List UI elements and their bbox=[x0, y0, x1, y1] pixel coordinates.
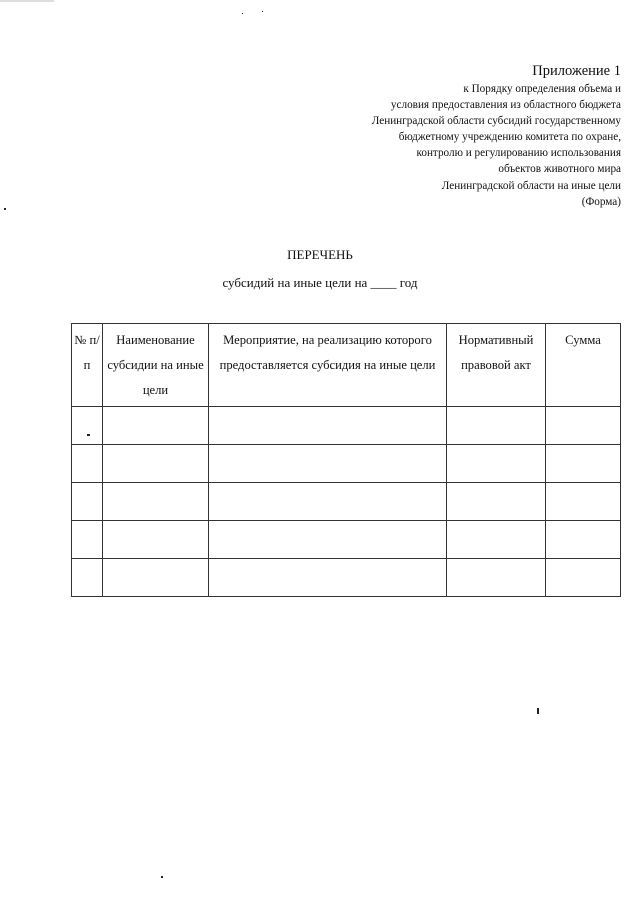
col-header-subsidy-name: Наименование субсидии на иные цели bbox=[103, 324, 209, 407]
appendix-form-label: (Форма) bbox=[581, 195, 621, 208]
appendix-line: контролю и регулированию использования bbox=[416, 147, 621, 160]
table-cell bbox=[546, 521, 621, 559]
appendix-line: объектов животного мира bbox=[498, 163, 621, 176]
table-row bbox=[72, 483, 621, 521]
table-row bbox=[72, 407, 621, 445]
table-cell bbox=[209, 521, 447, 559]
col-header-legal-act: Нормативный правовой акт bbox=[447, 324, 546, 407]
table-cell bbox=[447, 483, 546, 521]
document-subtitle: субсидий на иные цели на ____ год bbox=[222, 275, 418, 290]
appendix-block bbox=[291, 62, 621, 210]
table-cell bbox=[103, 407, 209, 445]
table-cell bbox=[72, 521, 103, 559]
appendix-title: Приложение 1 bbox=[532, 63, 621, 79]
table-cell bbox=[546, 445, 621, 483]
table-cell bbox=[447, 559, 546, 597]
appendix-line: к Порядку определения объема и bbox=[463, 83, 621, 95]
appendix-line: бюджетному учреждению комитета по охране, bbox=[398, 131, 621, 144]
table-header-row bbox=[72, 324, 621, 407]
col-header-number: № п/п bbox=[72, 324, 103, 407]
table-cell bbox=[72, 407, 103, 445]
table-cell bbox=[103, 521, 209, 559]
subsidy-table bbox=[71, 323, 621, 597]
scan-speck bbox=[161, 876, 163, 878]
table-row bbox=[72, 521, 621, 559]
appendix-line: Ленинградской области на иные цели bbox=[441, 179, 621, 192]
appendix-line: условия предоставления из областного бюджета bbox=[390, 99, 621, 112]
scan-speck bbox=[262, 11, 263, 12]
table-cell bbox=[209, 559, 447, 597]
col-header-amount: Сумма bbox=[546, 324, 621, 407]
col-header-measure: Мероприятие, на реализацию которого предоставляется субсидия на иные цели bbox=[209, 324, 447, 407]
scan-speck bbox=[4, 208, 6, 210]
table-row bbox=[72, 445, 621, 483]
table-cell bbox=[546, 559, 621, 597]
document-title: ПЕРЕЧЕНЬ bbox=[287, 247, 353, 262]
scan-speck bbox=[242, 13, 243, 14]
table-row bbox=[72, 559, 621, 597]
appendix-line: Ленинградской области субсидий государственному bbox=[371, 115, 621, 128]
table-cell bbox=[447, 445, 546, 483]
table-cell bbox=[447, 407, 546, 445]
table-cell bbox=[546, 483, 621, 521]
scan-speck bbox=[87, 434, 90, 436]
table-cell bbox=[72, 559, 103, 597]
table-cell bbox=[103, 483, 209, 521]
table-cell bbox=[72, 483, 103, 521]
scan-speck bbox=[537, 708, 539, 714]
table-cell bbox=[103, 559, 209, 597]
table-cell bbox=[209, 407, 447, 445]
scan-corner-mark bbox=[0, 0, 54, 2]
table-cell bbox=[546, 407, 621, 445]
table-cell bbox=[72, 445, 103, 483]
table-cell bbox=[447, 521, 546, 559]
table-cell bbox=[209, 483, 447, 521]
table-cell bbox=[103, 445, 209, 483]
table-cell bbox=[209, 445, 447, 483]
